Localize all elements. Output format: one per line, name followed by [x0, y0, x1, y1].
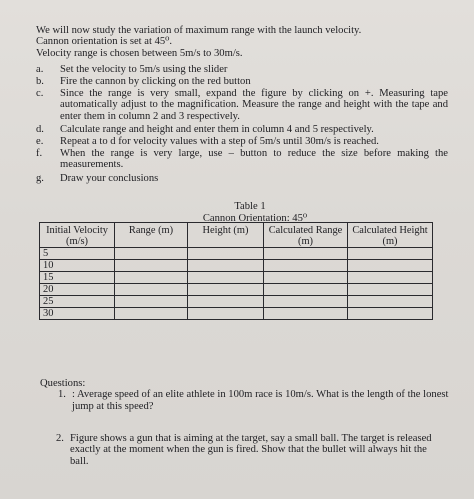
question-number: 1. — [58, 389, 66, 401]
table-caption: Table 1 — [234, 201, 266, 212]
table-row — [40, 260, 433, 272]
header-calculated-range: Calculated Range (m) — [264, 223, 348, 248]
velocity-cell: 25 — [40, 296, 115, 308]
intro-line-2: Cannon orientation is set at 45⁰. — [36, 36, 173, 48]
step-letter: c. — [36, 87, 44, 99]
step-letter: b. — [36, 75, 44, 87]
calculated-range-cell[interactable] — [264, 272, 348, 284]
range-cell[interactable] — [115, 272, 188, 284]
height-cell[interactable] — [188, 248, 264, 260]
table-row — [40, 308, 433, 320]
question-text: : Average speed of an elite athlete in 100m race is 10m/s. What is the length of the lonest jump at this speed? — [72, 389, 449, 412]
step-letter: a. — [36, 64, 44, 75]
questions-heading: Questions: — [40, 378, 86, 389]
calculated-height-cell[interactable] — [348, 308, 433, 320]
header-calculated-height: Calculated Height (m) — [348, 223, 433, 248]
step-text: Repeat a to d for velocity values with a step of 5m/s until 30m/s is reached. — [60, 135, 379, 147]
step-b — [36, 76, 448, 87]
table-row — [40, 296, 433, 308]
height-cell[interactable] — [188, 308, 264, 320]
calculated-height-cell[interactable] — [348, 284, 433, 296]
range-cell[interactable] — [115, 260, 188, 272]
calculated-range-cell[interactable] — [264, 308, 348, 320]
step-text: Since the range is very small, expand the figure by clicking on +. Measuring tape automatically adjust to the magnification. Measure the range and height with the tape and enter them in column 2 and 3 respectively. — [60, 87, 448, 122]
velocity-cell: 15 — [40, 272, 115, 284]
range-cell[interactable] — [115, 284, 188, 296]
velocity-cell: 30 — [40, 308, 115, 320]
calculated-height-cell[interactable] — [348, 296, 433, 308]
calculated-range-cell[interactable] — [264, 260, 348, 272]
step-text: Set the velocity to 5m/s using the slider — [60, 64, 228, 75]
calculated-height-cell[interactable] — [348, 272, 433, 284]
step-f — [36, 148, 448, 171]
results-table — [39, 222, 433, 320]
table-row — [40, 248, 433, 260]
header-initial-velocity: Initial Velocity (m/s) — [40, 223, 115, 248]
step-letter: g. — [36, 172, 44, 184]
velocity-cell: 20 — [40, 284, 115, 296]
height-cell[interactable] — [188, 272, 264, 284]
height-cell[interactable] — [188, 296, 264, 308]
step-d — [36, 124, 448, 135]
table-row — [40, 284, 433, 296]
step-text: Calculate range and height and enter them in column 4 and 5 respectively. — [60, 124, 374, 136]
step-c — [36, 88, 448, 122]
table-orientation: Cannon Orientation: 45⁰ — [202, 213, 308, 224]
table-row — [40, 272, 433, 284]
step-letter: e. — [36, 135, 44, 147]
step-letter: f. — [36, 147, 43, 159]
questions-block — [40, 378, 450, 412]
intro-block — [36, 25, 456, 59]
range-cell[interactable] — [115, 248, 188, 260]
range-cell[interactable] — [115, 308, 188, 320]
question-text: Figure shows a gun that is aiming at the target, say a small ball. The target is released exactly at the moment when the gun is fired. Show that the bullet will always hit the ball. — [70, 433, 432, 467]
calculated-height-cell[interactable] — [348, 248, 433, 260]
velocity-cell: 5 — [40, 248, 115, 260]
calculated-range-cell[interactable] — [264, 248, 348, 260]
question-2 — [56, 433, 440, 467]
height-cell[interactable] — [188, 260, 264, 272]
intro-line-1: We will now study the variation of maximum range with the launch velocity. — [36, 25, 362, 36]
question-number: 2. — [56, 433, 64, 444]
header-range: Range (m) — [115, 223, 188, 248]
velocity-cell: 10 — [40, 260, 115, 272]
calculated-height-cell[interactable] — [348, 260, 433, 272]
step-text: Draw your conclusions — [60, 172, 159, 184]
header-height: Height (m) — [188, 223, 264, 248]
calculated-range-cell[interactable] — [264, 284, 348, 296]
calculated-range-cell[interactable] — [264, 296, 348, 308]
question-1 — [58, 389, 450, 412]
table-header-row — [40, 223, 433, 248]
step-a — [36, 64, 448, 75]
height-cell[interactable] — [188, 284, 264, 296]
step-text: When the range is very large, use – button to reduce the size before making the measurements. — [60, 147, 448, 171]
step-g — [36, 173, 448, 184]
range-cell[interactable] — [115, 296, 188, 308]
procedure-steps — [36, 64, 448, 185]
step-letter: d. — [36, 124, 44, 136]
step-e — [36, 136, 448, 147]
step-text: Fire the cannon by clicking on the red button — [60, 75, 251, 87]
intro-line-3: Velocity range is chosen between 5m/s to 30m/s. — [36, 47, 243, 59]
